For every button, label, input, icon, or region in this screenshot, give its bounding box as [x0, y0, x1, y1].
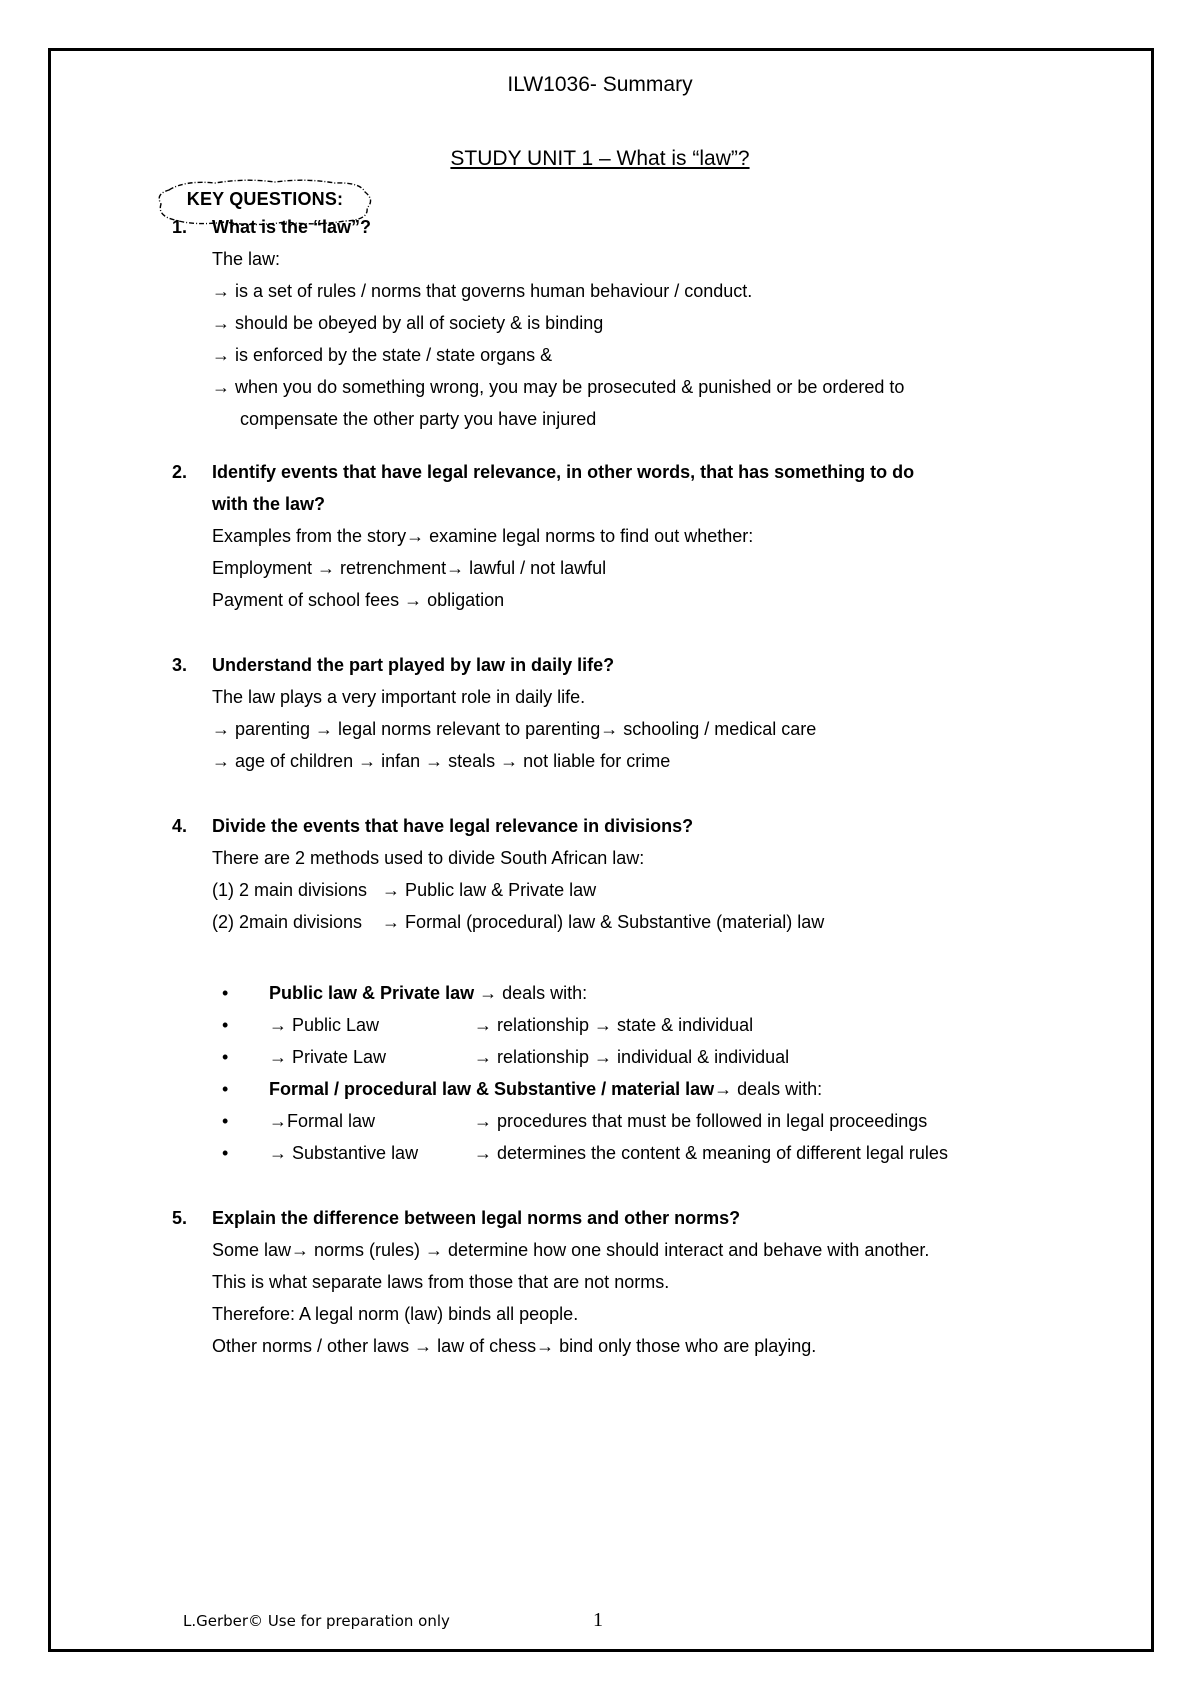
section-line: Payment of school fees → obligation — [212, 590, 505, 610]
document-title: ILW1036- Summary — [507, 73, 693, 96]
bullet-icon: • — [222, 1079, 229, 1099]
section-line: The law: — [212, 249, 281, 269]
bullet-right-text: → determines the content & meaning of different legal rules — [474, 1143, 948, 1163]
bullet-icon: • — [222, 983, 229, 1003]
bullet-left-text: → Private Law — [269, 1047, 387, 1067]
section-line: Therefore: A legal norm (law) binds all people. — [212, 1304, 579, 1324]
section-number: 2. — [172, 462, 188, 482]
section-line: Other norms / other laws → law of chess→ bind only those who are playing. — [212, 1336, 817, 1356]
section-question: Divide the events that have legal relevance in divisions? — [212, 816, 694, 836]
bullet-right-text: → relationship → individual & individual — [474, 1047, 790, 1067]
section-line: There are 2 methods used to divide South African law: — [212, 848, 645, 868]
bullet-left-text: →Formal law — [269, 1111, 376, 1131]
section-line: Some law→ norms (rules) → determine how one should interact and behave with another. — [212, 1240, 930, 1260]
section-line: → when you do something wrong, you may be prosecuted & punished or be ordered to — [212, 377, 905, 397]
footer-copyright: L.Gerber© Use for preparation only — [183, 1612, 450, 1630]
section-line: → age of children → infan → steals → not liable for crime — [212, 751, 671, 771]
page-number: 1 — [593, 1609, 603, 1631]
bullet-left-text: → Substantive law — [269, 1143, 419, 1163]
section-line: compensate the other party you have injured — [240, 409, 597, 429]
study-unit-title: STUDY UNIT 1 – What is “law”? — [450, 147, 750, 170]
bullet-item — [269, 1078, 822, 1100]
section-question: Identify events that have legal relevance, in other words, that has something to do — [212, 462, 915, 482]
section-line: The law plays a very important role in daily life. — [212, 687, 586, 707]
bullet-icon: • — [222, 1143, 229, 1163]
section-number: 4. — [172, 816, 188, 836]
bullet-icon: • — [222, 1047, 229, 1067]
section-line: (2) 2main divisions → Formal (procedural) law & Substantive (material) law — [212, 912, 825, 932]
section-number: 3. — [172, 655, 188, 675]
section-question: What is the “law”? — [212, 217, 372, 237]
bullet-left-text: → Public Law — [269, 1015, 380, 1035]
key-questions-label: KEY QUESTIONS: — [186, 189, 344, 209]
bullet-text: → deals with: — [714, 1079, 823, 1099]
bullet-icon: • — [222, 1015, 229, 1035]
section-question: Understand the part played by law in daily life? — [212, 655, 615, 675]
bullet-text: → deals with: — [474, 983, 588, 1003]
section-line: → is enforced by the state / state organs & — [212, 345, 553, 365]
section-line: → parenting → legal norms relevant to parenting→ schooling / medical care — [212, 719, 817, 739]
section-line: (1) 2 main divisions → Public law & Private law — [212, 880, 597, 900]
bullet-icon: • — [222, 1111, 229, 1131]
section-line: Employment → retrenchment→ lawful / not lawful — [212, 558, 607, 578]
section-line: This is what separate laws from those that are not norms. — [212, 1272, 670, 1292]
section-number: 5. — [172, 1208, 188, 1228]
bullet-item — [269, 982, 587, 1004]
section-number: 1. — [172, 217, 188, 237]
section-line: Examples from the story→ examine legal norms to find out whether: — [212, 526, 754, 546]
bullet-bold-text: Formal / procedural law & Substantive / material law — [269, 1079, 715, 1099]
section-line: → is a set of rules / norms that governs human behaviour / conduct. — [212, 281, 753, 301]
bullet-right-text: → relationship → state & individual — [474, 1015, 754, 1035]
bullet-bold-text: Public law & Private law — [269, 983, 475, 1003]
section-line: → should be obeyed by all of society & is binding — [212, 313, 604, 333]
section-question: with the law? — [212, 494, 326, 514]
bullet-right-text: → procedures that must be followed in legal proceedings — [474, 1111, 928, 1131]
section-question: Explain the difference between legal norms and other norms? — [212, 1208, 741, 1228]
